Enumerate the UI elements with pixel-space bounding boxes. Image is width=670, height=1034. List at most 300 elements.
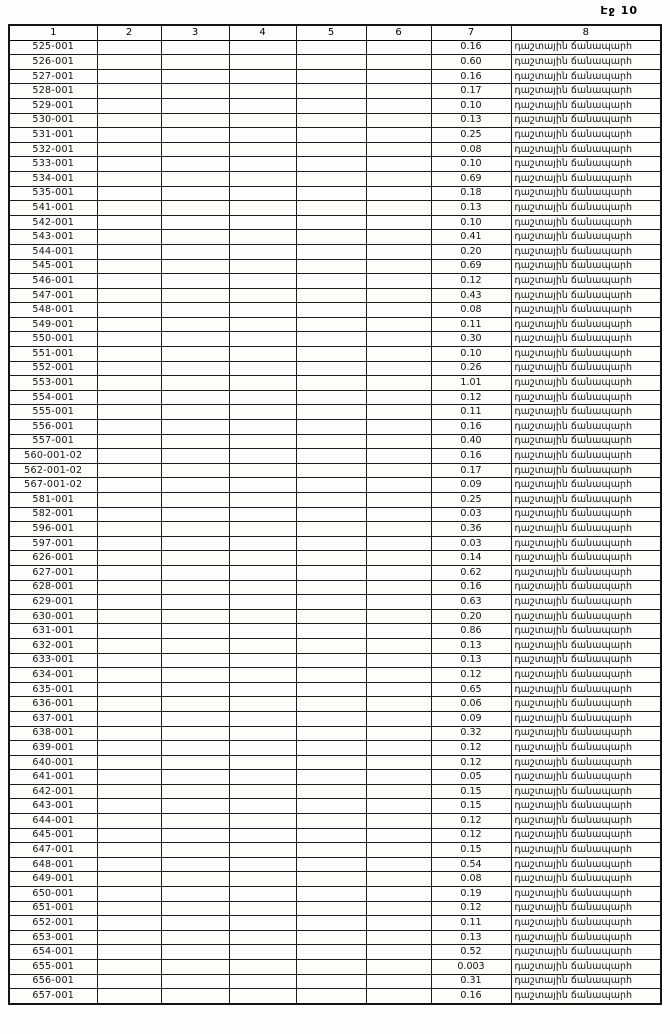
empty-cell — [161, 814, 229, 829]
value-cell: 0.69 — [431, 171, 511, 186]
empty-cell — [296, 259, 366, 274]
code-cell: 626-001 — [9, 551, 97, 566]
empty-cell — [366, 784, 431, 799]
empty-cell — [296, 171, 366, 186]
empty-cell — [296, 332, 366, 347]
empty-cell — [296, 434, 366, 449]
empty-cell — [161, 536, 229, 551]
code-cell: 527-001 — [9, 69, 97, 84]
empty-cell — [296, 405, 366, 420]
column-header-8: 8 — [511, 25, 661, 40]
empty-cell — [296, 55, 366, 70]
empty-cell — [366, 551, 431, 566]
code-cell: 533-001 — [9, 157, 97, 172]
empty-cell — [229, 536, 296, 551]
empty-cell — [161, 69, 229, 84]
empty-cell — [296, 288, 366, 303]
value-cell: 0.86 — [431, 624, 511, 639]
empty-cell — [296, 814, 366, 829]
desc-cell: դաշտային ճանապարհ — [511, 186, 661, 201]
empty-cell — [229, 595, 296, 610]
empty-cell — [366, 828, 431, 843]
code-cell: 529-001 — [9, 98, 97, 113]
empty-cell — [296, 157, 366, 172]
table-row — [9, 960, 661, 975]
value-cell: 0.11 — [431, 317, 511, 332]
code-cell: 641-001 — [9, 770, 97, 785]
table-row — [9, 215, 661, 230]
empty-cell — [366, 741, 431, 756]
empty-cell — [229, 332, 296, 347]
empty-cell — [161, 741, 229, 756]
code-cell: 639-001 — [9, 741, 97, 756]
empty-cell — [229, 711, 296, 726]
table-row — [9, 828, 661, 843]
empty-cell — [229, 887, 296, 902]
parcel-table — [8, 24, 662, 1005]
empty-cell — [97, 449, 161, 464]
value-cell: 0.63 — [431, 595, 511, 610]
column-header-7: 7 — [431, 25, 511, 40]
table-row — [9, 653, 661, 668]
desc-cell: դաշտային ճանապարհ — [511, 682, 661, 697]
value-cell: 0.03 — [431, 536, 511, 551]
empty-cell — [161, 624, 229, 639]
value-cell: 0.12 — [431, 755, 511, 770]
empty-cell — [366, 580, 431, 595]
desc-cell: դաշտային ճանապարհ — [511, 711, 661, 726]
code-cell: 562-001-02 — [9, 463, 97, 478]
desc-cell: դաշտային ճանապարհ — [511, 784, 661, 799]
empty-cell — [97, 361, 161, 376]
empty-cell — [97, 784, 161, 799]
empty-cell — [366, 565, 431, 580]
empty-cell — [161, 989, 229, 1004]
empty-cell — [366, 230, 431, 245]
empty-cell — [366, 376, 431, 391]
empty-cell — [97, 697, 161, 712]
empty-cell — [161, 201, 229, 216]
value-cell: 0.17 — [431, 84, 511, 99]
desc-cell: դաշտային ճանապարհ — [511, 668, 661, 683]
desc-cell: դաշտային ճանապարհ — [511, 901, 661, 916]
code-cell: 650-001 — [9, 887, 97, 902]
empty-cell — [229, 244, 296, 259]
value-cell: 0.15 — [431, 843, 511, 858]
empty-cell — [296, 682, 366, 697]
empty-cell — [161, 565, 229, 580]
code-cell: 656-001 — [9, 974, 97, 989]
column-header-2: 2 — [97, 25, 161, 40]
empty-cell — [229, 303, 296, 318]
table-row — [9, 726, 661, 741]
empty-cell — [229, 799, 296, 814]
empty-cell — [229, 113, 296, 128]
value-cell: 0.17 — [431, 463, 511, 478]
desc-cell: դաշտային ճանապարհ — [511, 317, 661, 332]
empty-cell — [296, 536, 366, 551]
code-cell: 525-001 — [9, 40, 97, 55]
column-header-5: 5 — [296, 25, 366, 40]
empty-cell — [161, 113, 229, 128]
empty-cell — [97, 98, 161, 113]
table-row — [9, 522, 661, 537]
code-cell: 654-001 — [9, 945, 97, 960]
empty-cell — [97, 40, 161, 55]
code-cell: 547-001 — [9, 288, 97, 303]
value-cell: 0.36 — [431, 522, 511, 537]
table-row — [9, 142, 661, 157]
value-cell: 0.16 — [431, 449, 511, 464]
table-row — [9, 303, 661, 318]
empty-cell — [229, 420, 296, 435]
desc-cell: դաշտային ճանապարհ — [511, 376, 661, 391]
empty-cell — [296, 361, 366, 376]
table-row — [9, 478, 661, 493]
empty-cell — [366, 361, 431, 376]
empty-cell — [229, 726, 296, 741]
empty-cell — [97, 259, 161, 274]
empty-cell — [97, 930, 161, 945]
desc-cell: դաշտային ճանապարհ — [511, 171, 661, 186]
empty-cell — [97, 682, 161, 697]
empty-cell — [296, 551, 366, 566]
page-number-label: Էջ 10 — [600, 4, 638, 17]
value-cell: 0.30 — [431, 332, 511, 347]
empty-cell — [366, 726, 431, 741]
empty-cell — [161, 843, 229, 858]
desc-cell: դաշտային ճանապարհ — [511, 741, 661, 756]
code-cell: 581-001 — [9, 493, 97, 508]
code-cell: 548-001 — [9, 303, 97, 318]
empty-cell — [229, 376, 296, 391]
empty-cell — [296, 84, 366, 99]
empty-cell — [97, 799, 161, 814]
empty-cell — [296, 887, 366, 902]
empty-cell — [366, 420, 431, 435]
value-cell: 0.16 — [431, 420, 511, 435]
empty-cell — [97, 478, 161, 493]
code-cell: 554-001 — [9, 390, 97, 405]
empty-cell — [366, 478, 431, 493]
value-cell: 0.12 — [431, 828, 511, 843]
empty-cell — [296, 478, 366, 493]
table-row — [9, 405, 661, 420]
code-cell: 546-001 — [9, 274, 97, 289]
table-body — [9, 40, 661, 1004]
empty-cell — [296, 40, 366, 55]
empty-cell — [366, 624, 431, 639]
empty-cell — [366, 317, 431, 332]
empty-cell — [161, 857, 229, 872]
value-cell: 0.08 — [431, 872, 511, 887]
table-row — [9, 887, 661, 902]
desc-cell: դաշտային ճանապարհ — [511, 945, 661, 960]
empty-cell — [161, 376, 229, 391]
value-cell: 0.08 — [431, 142, 511, 157]
empty-cell — [296, 843, 366, 858]
empty-cell — [296, 916, 366, 931]
desc-cell: դաշտային ճանապարհ — [511, 288, 661, 303]
table-row — [9, 55, 661, 70]
table-row — [9, 974, 661, 989]
value-cell: 0.15 — [431, 784, 511, 799]
empty-cell — [366, 98, 431, 113]
empty-cell — [97, 551, 161, 566]
empty-cell — [366, 770, 431, 785]
empty-cell — [366, 960, 431, 975]
empty-cell — [97, 347, 161, 362]
empty-cell — [366, 347, 431, 362]
desc-cell: դաշտային ճանապարհ — [511, 697, 661, 712]
table-row — [9, 843, 661, 858]
empty-cell — [161, 434, 229, 449]
empty-cell — [296, 653, 366, 668]
empty-cell — [161, 930, 229, 945]
value-cell: 0.69 — [431, 259, 511, 274]
table-row — [9, 317, 661, 332]
code-cell: 653-001 — [9, 930, 97, 945]
table-row — [9, 128, 661, 143]
table-header-row — [9, 25, 661, 40]
empty-cell — [161, 332, 229, 347]
empty-cell — [97, 215, 161, 230]
desc-cell: դաշտային ճանապարհ — [511, 974, 661, 989]
empty-cell — [161, 84, 229, 99]
empty-cell — [97, 171, 161, 186]
table-row — [9, 84, 661, 99]
empty-cell — [97, 142, 161, 157]
empty-cell — [229, 857, 296, 872]
column-header-6: 6 — [366, 25, 431, 40]
empty-cell — [161, 128, 229, 143]
empty-cell — [366, 799, 431, 814]
table-row — [9, 463, 661, 478]
empty-cell — [366, 609, 431, 624]
value-cell: 0.12 — [431, 274, 511, 289]
empty-cell — [296, 215, 366, 230]
empty-cell — [161, 755, 229, 770]
desc-cell: դաշտային ճանապարհ — [511, 522, 661, 537]
desc-cell: դաշտային ճանապարհ — [511, 244, 661, 259]
code-cell: 652-001 — [9, 916, 97, 931]
empty-cell — [161, 872, 229, 887]
empty-cell — [161, 303, 229, 318]
table-row — [9, 274, 661, 289]
empty-cell — [161, 668, 229, 683]
desc-cell: դաշտային ճանապարհ — [511, 230, 661, 245]
empty-cell — [97, 726, 161, 741]
empty-cell — [97, 230, 161, 245]
table-row — [9, 493, 661, 508]
desc-cell: դաշտային ճանապարհ — [511, 55, 661, 70]
table-row — [9, 945, 661, 960]
empty-cell — [296, 668, 366, 683]
empty-cell — [229, 682, 296, 697]
empty-cell — [366, 974, 431, 989]
empty-cell — [161, 259, 229, 274]
empty-cell — [161, 142, 229, 157]
empty-cell — [229, 872, 296, 887]
value-cell: 0.11 — [431, 405, 511, 420]
empty-cell — [366, 303, 431, 318]
desc-cell: դաշտային ճանապարհ — [511, 405, 661, 420]
code-cell: 550-001 — [9, 332, 97, 347]
empty-cell — [97, 638, 161, 653]
desc-cell: դաշտային ճանապարհ — [511, 814, 661, 829]
empty-cell — [296, 711, 366, 726]
empty-cell — [161, 653, 229, 668]
empty-cell — [296, 755, 366, 770]
code-cell: 632-001 — [9, 638, 97, 653]
desc-cell: դաշտային ճանապարհ — [511, 40, 661, 55]
empty-cell — [97, 157, 161, 172]
value-cell: 0.54 — [431, 857, 511, 872]
value-cell: 0.05 — [431, 770, 511, 785]
empty-cell — [296, 347, 366, 362]
value-cell: 0.08 — [431, 303, 511, 318]
empty-cell — [296, 726, 366, 741]
empty-cell — [366, 171, 431, 186]
value-cell: 0.25 — [431, 493, 511, 508]
empty-cell — [366, 157, 431, 172]
desc-cell: դաշտային ճանապարհ — [511, 595, 661, 610]
table-row — [9, 930, 661, 945]
code-cell: 532-001 — [9, 142, 97, 157]
empty-cell — [97, 84, 161, 99]
empty-cell — [366, 755, 431, 770]
empty-cell — [161, 901, 229, 916]
code-cell: 551-001 — [9, 347, 97, 362]
empty-cell — [161, 493, 229, 508]
empty-cell — [229, 668, 296, 683]
code-cell: 526-001 — [9, 55, 97, 70]
desc-cell: դաշտային ճանապարհ — [511, 580, 661, 595]
empty-cell — [97, 420, 161, 435]
empty-cell — [161, 40, 229, 55]
table-row — [9, 551, 661, 566]
empty-cell — [161, 420, 229, 435]
empty-cell — [97, 814, 161, 829]
empty-cell — [229, 843, 296, 858]
value-cell: 0.16 — [431, 580, 511, 595]
code-cell: 552-001 — [9, 361, 97, 376]
empty-cell — [366, 244, 431, 259]
empty-cell — [161, 799, 229, 814]
column-header-1: 1 — [9, 25, 97, 40]
value-cell: 0.13 — [431, 638, 511, 653]
empty-cell — [296, 930, 366, 945]
empty-cell — [229, 157, 296, 172]
desc-cell: դաշտային ճանապարհ — [511, 916, 661, 931]
column-header-3: 3 — [161, 25, 229, 40]
empty-cell — [296, 595, 366, 610]
desc-cell: դաշտային ճանապարհ — [511, 930, 661, 945]
desc-cell: դաշտային ճանապարհ — [511, 128, 661, 143]
empty-cell — [229, 317, 296, 332]
desc-cell: դաշտային ճանապարհ — [511, 157, 661, 172]
empty-cell — [296, 857, 366, 872]
code-cell: 638-001 — [9, 726, 97, 741]
empty-cell — [161, 288, 229, 303]
empty-cell — [229, 638, 296, 653]
empty-cell — [97, 376, 161, 391]
table-row — [9, 420, 661, 435]
empty-cell — [97, 624, 161, 639]
table-row — [9, 580, 661, 595]
desc-cell: դաշտային ճանապարհ — [511, 799, 661, 814]
empty-cell — [366, 128, 431, 143]
empty-cell — [366, 668, 431, 683]
empty-cell — [229, 201, 296, 216]
desc-cell: դաշտային ճանապարհ — [511, 332, 661, 347]
table-row — [9, 901, 661, 916]
desc-cell: դաշտային ճանապարհ — [511, 420, 661, 435]
code-cell: 549-001 — [9, 317, 97, 332]
code-cell: 649-001 — [9, 872, 97, 887]
empty-cell — [296, 522, 366, 537]
empty-cell — [97, 463, 161, 478]
table-row — [9, 259, 661, 274]
empty-cell — [366, 405, 431, 420]
empty-cell — [97, 580, 161, 595]
code-cell: 640-001 — [9, 755, 97, 770]
empty-cell — [229, 916, 296, 931]
empty-cell — [296, 507, 366, 522]
empty-cell — [296, 989, 366, 1004]
table-row — [9, 638, 661, 653]
table-row — [9, 201, 661, 216]
desc-cell: դաշտային ճանապարհ — [511, 624, 661, 639]
empty-cell — [296, 609, 366, 624]
empty-cell — [97, 901, 161, 916]
empty-cell — [229, 288, 296, 303]
empty-cell — [366, 142, 431, 157]
empty-cell — [229, 609, 296, 624]
empty-cell — [229, 697, 296, 712]
value-cell: 0.25 — [431, 128, 511, 143]
empty-cell — [161, 697, 229, 712]
empty-cell — [296, 901, 366, 916]
empty-cell — [97, 405, 161, 420]
empty-cell — [296, 98, 366, 113]
code-cell: 636-001 — [9, 697, 97, 712]
empty-cell — [161, 361, 229, 376]
value-cell: 0.16 — [431, 69, 511, 84]
empty-cell — [296, 244, 366, 259]
empty-cell — [229, 522, 296, 537]
empty-cell — [296, 303, 366, 318]
desc-cell: դաշտային ճանապարհ — [511, 69, 661, 84]
empty-cell — [229, 784, 296, 799]
empty-cell — [161, 638, 229, 653]
empty-cell — [161, 784, 229, 799]
value-cell: 0.20 — [431, 609, 511, 624]
empty-cell — [296, 376, 366, 391]
empty-cell — [97, 128, 161, 143]
empty-cell — [97, 857, 161, 872]
empty-cell — [366, 259, 431, 274]
empty-cell — [296, 420, 366, 435]
empty-cell — [161, 945, 229, 960]
table-row — [9, 595, 661, 610]
empty-cell — [97, 493, 161, 508]
empty-cell — [97, 755, 161, 770]
table-row — [9, 98, 661, 113]
empty-cell — [229, 901, 296, 916]
desc-cell: դաշտային ճանապարհ — [511, 142, 661, 157]
empty-cell — [296, 741, 366, 756]
